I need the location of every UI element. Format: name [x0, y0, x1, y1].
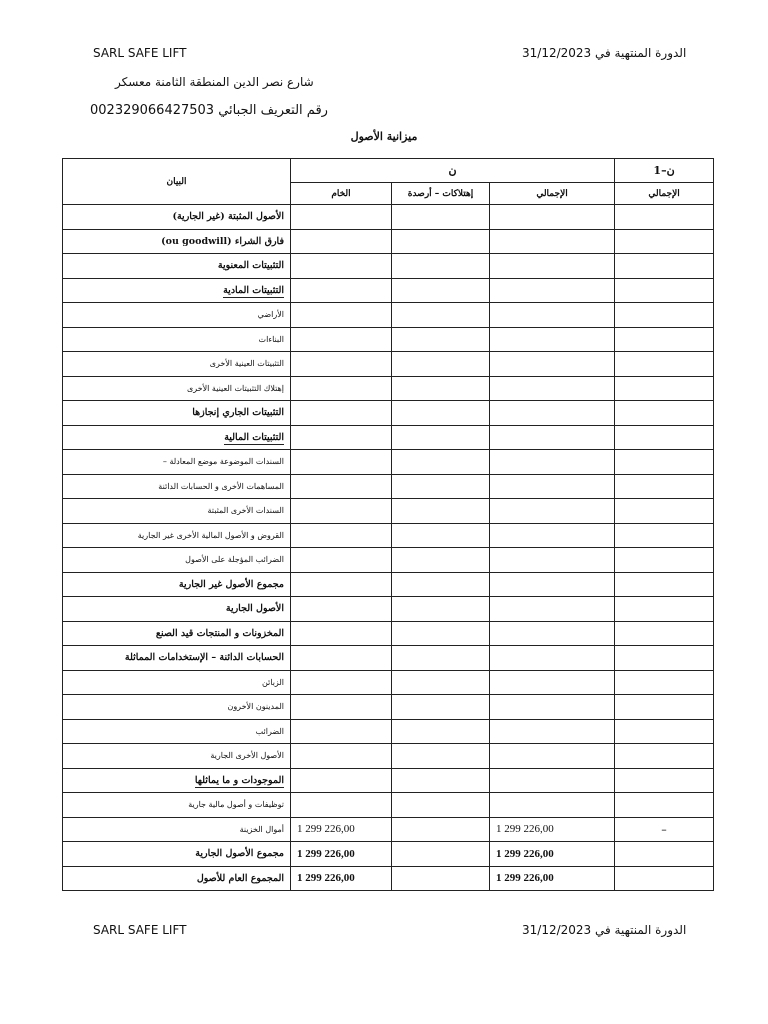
table-row — [63, 621, 714, 646]
cell-gross — [291, 401, 392, 426]
row-label-text: الأصول الأخرى الجارية — [210, 751, 284, 761]
row-label — [63, 768, 291, 793]
table-row — [63, 205, 714, 230]
row-label — [63, 621, 291, 646]
row-label-text: الأصول المثبتة (غير الجارية) — [172, 211, 284, 223]
row-label-text: الحسابات الدائنة – الإستخدامات المماثلة — [124, 652, 284, 664]
table-row — [63, 572, 714, 597]
row-label-text: التثبيتات المالية — [224, 431, 284, 443]
cell-depreciation — [392, 401, 490, 426]
cell-net — [490, 670, 615, 695]
cell-gross — [291, 205, 392, 230]
cell-gross — [291, 670, 392, 695]
cell-net-previous — [615, 597, 714, 622]
table-row — [63, 499, 714, 524]
table-row — [63, 793, 714, 818]
cell-depreciation — [392, 793, 490, 818]
cell-net — [490, 303, 615, 328]
row-label — [63, 499, 291, 524]
cell-net-previous — [615, 793, 714, 818]
cell-gross — [291, 768, 392, 793]
cell-net: 1 299 226,00 — [490, 842, 615, 867]
cell-net-previous — [615, 401, 714, 426]
cell-net-previous — [615, 254, 714, 279]
cell-gross — [291, 597, 392, 622]
row-label-text: الضرائب المؤجلة على الأصول — [185, 555, 284, 565]
row-label — [63, 401, 291, 426]
row-label-text: توظيفات و أصول مالية جارية — [188, 800, 284, 810]
row-label-text: مجموع الأصول غير الجارية — [178, 578, 284, 590]
row-label-text: التثبيتات المعنوية — [217, 260, 284, 272]
row-label — [63, 376, 291, 401]
cell-net — [490, 793, 615, 818]
row-label-text: التثبيتات العينية الأخرى — [209, 359, 284, 369]
row-label-text: الزبائن — [261, 677, 284, 687]
cell-depreciation — [392, 866, 490, 891]
cell-gross — [291, 523, 392, 548]
table-row — [63, 817, 714, 842]
row-label — [63, 254, 291, 279]
cell-depreciation — [392, 523, 490, 548]
cell-gross — [291, 499, 392, 524]
row-label — [63, 695, 291, 720]
row-label-text: القروض و الأصول المالية الأخرى غير الجارية — [137, 530, 284, 540]
row-label — [63, 229, 291, 254]
cell-net-previous — [615, 768, 714, 793]
table-row — [63, 327, 714, 352]
row-label — [63, 866, 291, 891]
row-label — [63, 817, 291, 842]
cell-net-previous — [615, 719, 714, 744]
cell-net-previous — [615, 303, 714, 328]
table-row — [63, 303, 714, 328]
column-header-depreciation: إهتلاكات – أرصدة — [392, 183, 490, 205]
company-address: شارع نصر الدين المنطقة الثامنة معسكر — [115, 75, 314, 89]
cell-gross — [291, 548, 392, 573]
cell-depreciation — [392, 450, 490, 475]
column-header-net-previous: الإجمالي — [615, 183, 714, 205]
row-label — [63, 646, 291, 671]
cell-gross — [291, 425, 392, 450]
cell-net — [490, 523, 615, 548]
cell-net-previous — [615, 842, 714, 867]
page-title: ميزانية الأصول — [350, 130, 418, 143]
row-label-text: مجموع الأصول الجارية — [195, 848, 284, 860]
company-name: SARL SAFE LIFT — [93, 46, 187, 60]
cell-net-previous — [615, 744, 714, 769]
cell-gross — [291, 376, 392, 401]
cell-gross — [291, 229, 392, 254]
table-row — [63, 229, 714, 254]
table-row — [63, 646, 714, 671]
table-row — [63, 450, 714, 475]
row-label-text: السندات الأخرى المثبتة — [207, 506, 284, 516]
cell-net — [490, 646, 615, 671]
cell-net — [490, 229, 615, 254]
table-row — [63, 523, 714, 548]
table-row — [63, 597, 714, 622]
column-group-current-year: ن — [291, 159, 615, 183]
cell-depreciation — [392, 278, 490, 303]
cell-depreciation — [392, 695, 490, 720]
cell-net: 1 299 226,00 — [490, 866, 615, 891]
table-row — [63, 670, 714, 695]
table-row — [63, 695, 714, 720]
row-label — [63, 450, 291, 475]
cell-gross — [291, 621, 392, 646]
cell-net-previous — [615, 352, 714, 377]
cell-gross — [291, 327, 392, 352]
cell-net — [490, 572, 615, 597]
table-row — [63, 425, 714, 450]
cell-depreciation — [392, 474, 490, 499]
cell-net — [490, 425, 615, 450]
cell-depreciation — [392, 597, 490, 622]
column-header-net: الإجمالي — [490, 183, 615, 205]
cell-net — [490, 597, 615, 622]
cell-net-previous — [615, 548, 714, 573]
cell-net-previous — [615, 450, 714, 475]
cell-net — [490, 499, 615, 524]
cell-net-previous — [615, 866, 714, 891]
row-label — [63, 744, 291, 769]
tax-id: رقم التعريف الجبائي 002329066427503 — [90, 103, 328, 118]
table-row — [63, 719, 714, 744]
cell-gross: 1 299 226,00 — [291, 817, 392, 842]
cell-net — [490, 450, 615, 475]
table-row — [63, 278, 714, 303]
cell-net — [490, 768, 615, 793]
cell-net-previous — [615, 523, 714, 548]
column-header-gross: الخام — [291, 183, 392, 205]
table-row — [63, 866, 714, 891]
table-body — [63, 205, 714, 891]
row-label — [63, 352, 291, 377]
cell-net — [490, 376, 615, 401]
cell-net — [490, 719, 615, 744]
cell-net — [490, 474, 615, 499]
row-label-text: المجموع العام للأصول — [196, 872, 284, 884]
cell-net-previous — [615, 474, 714, 499]
cell-depreciation — [392, 646, 490, 671]
row-label — [63, 597, 291, 622]
cell-net — [490, 695, 615, 720]
column-group-previous-year: ن–1 — [615, 159, 714, 183]
cell-net — [490, 548, 615, 573]
row-label-text: الضرائب — [255, 726, 284, 736]
cell-depreciation — [392, 254, 490, 279]
cell-gross — [291, 474, 392, 499]
cell-depreciation — [392, 352, 490, 377]
cell-gross — [291, 278, 392, 303]
row-label-text: الأراضي — [257, 310, 284, 320]
cell-gross — [291, 744, 392, 769]
row-label-text: المساهمات الأخرى و الحسابات الدائنة — [158, 481, 284, 491]
cell-gross — [291, 303, 392, 328]
cell-gross — [291, 646, 392, 671]
row-label — [63, 572, 291, 597]
table-row — [63, 768, 714, 793]
cell-net-previous — [615, 327, 714, 352]
cell-net: 1 299 226,00 — [490, 817, 615, 842]
table-row — [63, 744, 714, 769]
cell-depreciation — [392, 376, 490, 401]
cell-gross — [291, 695, 392, 720]
row-label-text: الأصول الجارية — [225, 603, 284, 615]
row-label — [63, 474, 291, 499]
cell-net-previous — [615, 695, 714, 720]
cell-gross — [291, 450, 392, 475]
cell-net — [490, 401, 615, 426]
cell-depreciation — [392, 303, 490, 328]
row-label — [63, 670, 291, 695]
cell-depreciation — [392, 205, 490, 230]
cell-depreciation — [392, 229, 490, 254]
row-label-text: المدينون الأخرون — [227, 702, 284, 712]
row-label — [63, 523, 291, 548]
row-label-text: فارق الشراء (ou goodwill) — [161, 235, 284, 247]
row-label — [63, 548, 291, 573]
cell-net — [490, 254, 615, 279]
cell-gross — [291, 719, 392, 744]
cell-net-previous — [615, 670, 714, 695]
cell-net — [490, 621, 615, 646]
cell-depreciation — [392, 842, 490, 867]
row-label-text: السندات الموضوعة موضع المعادلة – — [162, 457, 284, 467]
cell-net-previous — [615, 376, 714, 401]
row-label-text: إهتلاك التثبيتات العينية الأخرى — [186, 383, 284, 393]
table-row — [63, 376, 714, 401]
cell-net-previous — [615, 278, 714, 303]
row-label — [63, 842, 291, 867]
cell-depreciation — [392, 621, 490, 646]
cell-gross — [291, 793, 392, 818]
cell-net-previous — [615, 621, 714, 646]
cell-depreciation — [392, 548, 490, 573]
cell-depreciation — [392, 670, 490, 695]
cell-net-previous — [615, 425, 714, 450]
row-label-text: الموجودات و ما يماثلها — [194, 774, 284, 786]
row-label — [63, 425, 291, 450]
cell-net-previous: – — [615, 817, 714, 842]
column-header-label: البيان — [63, 159, 291, 205]
table-row — [63, 842, 714, 867]
cell-gross — [291, 254, 392, 279]
footer-period-ending: الدورة المنتهية في 31/12/2023 — [522, 923, 687, 937]
cell-depreciation — [392, 744, 490, 769]
table-row — [63, 474, 714, 499]
cell-net — [490, 205, 615, 230]
cell-depreciation — [392, 425, 490, 450]
cell-gross — [291, 572, 392, 597]
cell-depreciation — [392, 499, 490, 524]
cell-depreciation — [392, 719, 490, 744]
row-label-text: البناءات — [258, 334, 284, 344]
cell-depreciation — [392, 768, 490, 793]
cell-net — [490, 352, 615, 377]
row-label — [63, 793, 291, 818]
row-label — [63, 278, 291, 303]
cell-net-previous — [615, 205, 714, 230]
period-ending: الدورة المنتهية في 31/12/2023 — [522, 46, 687, 60]
cell-depreciation — [392, 817, 490, 842]
cell-net-previous — [615, 646, 714, 671]
row-label — [63, 327, 291, 352]
cell-gross — [291, 352, 392, 377]
footer-company-name: SARL SAFE LIFT — [93, 923, 187, 937]
row-label — [63, 205, 291, 230]
table-row — [63, 401, 714, 426]
cell-depreciation — [392, 572, 490, 597]
cell-net-previous — [615, 499, 714, 524]
cell-net — [490, 327, 615, 352]
row-label — [63, 719, 291, 744]
row-label — [63, 303, 291, 328]
cell-net-previous — [615, 572, 714, 597]
row-label-text: التثبيتات المادية — [223, 284, 284, 296]
table-row — [63, 254, 714, 279]
cell-net — [490, 278, 615, 303]
asset-balance-table — [62, 158, 714, 891]
cell-depreciation — [392, 327, 490, 352]
cell-gross: 1 299 226,00 — [291, 842, 392, 867]
table-row — [63, 548, 714, 573]
cell-gross: 1 299 226,00 — [291, 866, 392, 891]
table-row — [63, 352, 714, 377]
row-label-text: المخزونات و المنتجات قيد الصنع — [155, 627, 284, 639]
cell-net — [490, 744, 615, 769]
row-label-text: التثبيتات الجاري إنجازها — [192, 407, 284, 419]
cell-net-previous — [615, 229, 714, 254]
row-label-text: أموال الخزينة — [239, 824, 284, 834]
